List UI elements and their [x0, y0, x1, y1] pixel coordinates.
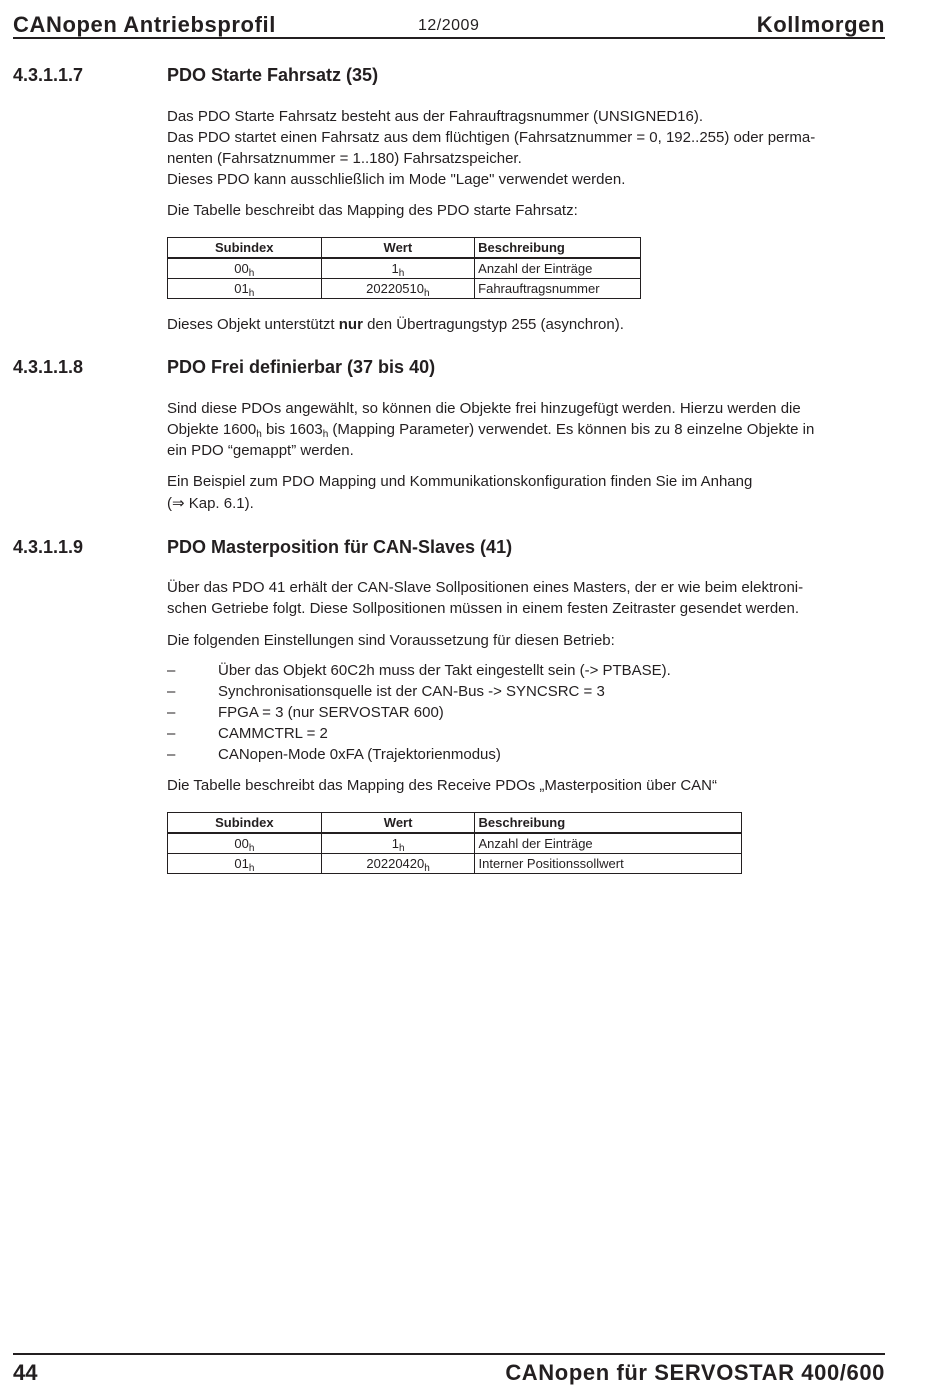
- dash-bullet: –: [167, 683, 176, 700]
- section-title: PDO Frei definierbar (37 bis 40): [167, 357, 436, 377]
- paragraph: [167, 398, 879, 461]
- table-cell: $1_h$: [321, 833, 475, 854]
- table-cell: Anzahl der Einträge: [475, 833, 742, 854]
- table-row: [168, 279, 641, 299]
- text-line: Das PDO Starte Fahrsatz besteht aus der Fahrauftragsnummer (UNSIGNED16).: [167, 108, 704, 125]
- text-line: Das PDO startet einen Fahrsatz aus dem flüchtigen (Fahrsatznummer = 0, 192..255) oder perma-: [167, 129, 816, 146]
- table-cell: $20220420_h$: [321, 854, 475, 874]
- table-header-row: [168, 238, 641, 259]
- table-cell: $01_h$: [168, 854, 322, 874]
- section-number: 4.3.1.1.9: [13, 537, 84, 557]
- paragraph: Dieses Objekt unterstützt nur den Übertragungstyp 255 (asynchron).: [167, 316, 624, 333]
- table-cell: Fahrauftragsnummer: [475, 279, 641, 299]
- column-header: Subindex: [168, 238, 322, 259]
- column-header: Beschreibung: [475, 813, 742, 834]
- cross-reference: (⇒ Kap. 6.1).: [167, 495, 254, 512]
- header-title: CANopen Antriebsprofil: [13, 12, 276, 37]
- table-row: [168, 854, 742, 874]
- mapping-table: [167, 812, 742, 874]
- table-cell: $01_h$: [168, 279, 322, 299]
- column-header: Beschreibung: [475, 238, 641, 259]
- list-item: – Synchronisationsquelle ist der CAN-Bus -> SYNCSRC = 3: [167, 683, 605, 700]
- table-cell: Interner Positionssollwert: [475, 854, 742, 874]
- table-cell: $00_h$: [168, 258, 322, 279]
- footer-rule: [13, 1353, 885, 1355]
- dash-bullet: –: [167, 746, 176, 763]
- text-line: schen Getriebe folgt. Diese Sollpositionen müssen in einem festen Zeitraster gesendet werden.: [167, 600, 800, 617]
- footer-title: CANopen für SERVOSTAR 400/600: [505, 1360, 885, 1385]
- dash-bullet: –: [167, 662, 176, 679]
- text-line: Über das PDO 41 erhält der CAN-Slave Sollpositionen eines Masters, der er wie beim elektroni-: [167, 579, 804, 596]
- table-cell: $00_h$: [168, 833, 322, 854]
- list-item: – CAMMCTRL = 2: [167, 725, 328, 742]
- section-title: PDO Masterposition für CAN-Slaves (41): [167, 537, 513, 557]
- column-header: Wert: [321, 813, 475, 834]
- paragraph: Die folgenden Einstellungen sind Voraussetzung für diesen Betrieb:: [167, 632, 615, 649]
- table-row: [168, 833, 742, 854]
- header-rule: [13, 37, 885, 39]
- mapping-table: [167, 237, 641, 299]
- emphasis: nur: [338, 316, 363, 333]
- paragraph: [167, 106, 879, 190]
- dash-bullet: –: [167, 725, 176, 742]
- list-item: – Über das Objekt 60C2h muss der Takt eingestellt sein (-> PTBASE).: [167, 662, 671, 679]
- section-title: PDO Starte Fahrsatz (35): [167, 65, 379, 85]
- column-header: Wert: [321, 238, 475, 259]
- list-item: – FPGA = 3 (nur SERVOSTAR 600): [167, 704, 444, 721]
- dash-bullet: –: [167, 704, 176, 721]
- column-header: Subindex: [168, 813, 322, 834]
- header-brand: Kollmorgen: [756, 12, 885, 37]
- paragraph: [167, 577, 879, 619]
- text-line: Objekte $1600_h$ bis $1603_h$ (Mapping Parameter) verwendet. Es können bis zu 8 einzelne Objekte in: [167, 421, 815, 440]
- page-number: 44: [13, 1360, 38, 1385]
- text-line: ein PDO “gemappt” werden.: [167, 442, 354, 459]
- paragraph: Die Tabelle beschreibt das Mapping des Receive PDOs „Masterposition über CAN“: [167, 777, 717, 794]
- header-date: 12/2009: [418, 17, 480, 34]
- paragraph: Die Tabelle beschreibt das Mapping des PDO starte Fahrsatz:: [167, 202, 578, 219]
- text-line: Dieses PDO kann ausschließlich im Mode "Lage" verwendet werden.: [167, 171, 626, 188]
- table-cell: $1_h$: [321, 258, 475, 279]
- text-line: Sind diese PDOs angewählt, so können die Objekte frei hinzugefügt werden. Hierzu werden die: [167, 400, 801, 417]
- text-line: Ein Beispiel zum PDO Mapping und Kommunikationskonfiguration finden Sie im Anhang: [167, 473, 753, 490]
- paragraph: [167, 471, 879, 514]
- section-number: 4.3.1.1.8: [13, 357, 84, 377]
- section-number: 4.3.1.1.7: [13, 65, 84, 85]
- table-header-row: [168, 813, 742, 834]
- table-cell: Anzahl der Einträge: [475, 258, 641, 279]
- table-cell: $20220510_h$: [321, 279, 475, 299]
- requirements-list: [167, 660, 879, 765]
- table-row: [168, 258, 641, 279]
- text-line: nenten (Fahrsatznummer = 1..180) Fahrsatzspeicher.: [167, 150, 522, 167]
- list-item: – CANopen-Mode 0xFA (Trajektorienmodus): [167, 746, 501, 763]
